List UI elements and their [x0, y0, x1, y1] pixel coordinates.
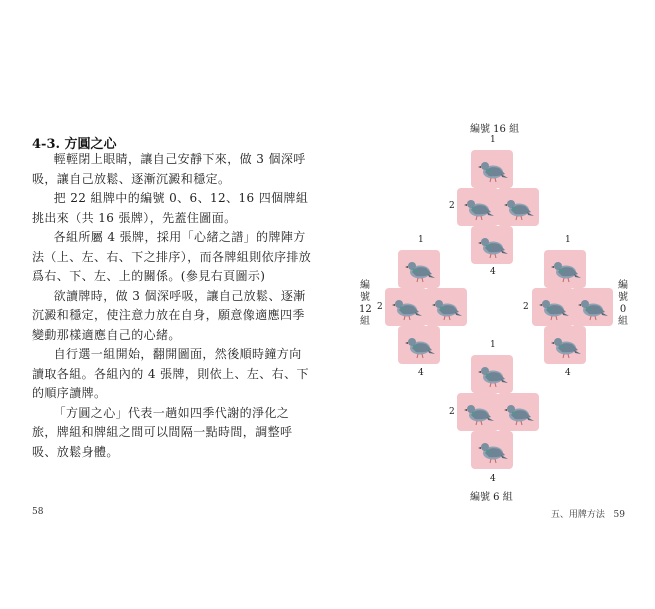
- card-bottom-2[interactable]: [457, 393, 499, 431]
- pigeon-icon: [532, 288, 574, 326]
- pigeon-icon: [471, 150, 513, 188]
- card-right-2[interactable]: [532, 288, 574, 326]
- page-number: 58: [32, 507, 44, 517]
- card-top-4[interactable]: [471, 226, 513, 264]
- card-bottom-4[interactable]: [471, 431, 513, 469]
- pigeon-icon: [471, 355, 513, 393]
- group-label-right: 編號0組: [618, 280, 628, 327]
- card-top-1[interactable]: [471, 150, 513, 188]
- card-left-3[interactable]: [425, 288, 467, 326]
- pigeon-icon: [471, 226, 513, 264]
- card-left-2[interactable]: [385, 288, 427, 326]
- pigeon-icon: [457, 188, 499, 226]
- paragraph: 把 22 組牌中的編號 0、6、12、16 四個牌組挑出來（共 16 張牌），先蓋住圖面。: [32, 191, 309, 225]
- pigeon-icon: [471, 431, 513, 469]
- position-number: 4: [565, 368, 571, 378]
- position-number: 2: [449, 201, 455, 211]
- running-head: [551, 507, 625, 520]
- position-number: 4: [418, 368, 424, 378]
- position-number: 4: [490, 267, 496, 277]
- left-page: [0, 0, 327, 609]
- position-number: 2: [523, 302, 529, 312]
- position-number: 4: [490, 474, 496, 484]
- group-label-left: 編號12組: [359, 280, 372, 327]
- pigeon-icon: [385, 288, 427, 326]
- body-text: [32, 150, 312, 462]
- position-number: 2: [377, 302, 383, 312]
- paragraph: 各組所屬 4 張牌，採用「心緒之譜」的牌陣方法（上、左、右、下之排序），而各牌組則依序排放爲右、下、左、上的關係。(參見右頁圖示): [32, 230, 312, 283]
- card-right-1[interactable]: [544, 250, 586, 288]
- pigeon-icon: [544, 250, 586, 288]
- group-label-top: 編號 16 組: [470, 124, 520, 135]
- running-head-title: 五、用牌方法: [550, 510, 605, 520]
- group-label-bottom: 編號 6 組: [470, 492, 513, 503]
- pigeon-icon: [398, 250, 440, 288]
- position-number: 1: [565, 235, 571, 245]
- paragraph: 輕輕閉上眼睛，讓自己安靜下來，做 3 個深呼吸，讓自己放鬆、逐漸沉澱和穩定。: [32, 152, 306, 186]
- pigeon-icon: [425, 288, 467, 326]
- pigeon-icon: [497, 188, 539, 226]
- card-right-3[interactable]: [571, 288, 613, 326]
- position-number: 1: [418, 235, 424, 245]
- paragraph: 「方圓之心」代表一趟如四季代謝的淨化之旅，牌組和牌組之間可以間隔一點時間，調整呼吸、放鬆身體。: [32, 405, 293, 459]
- pigeon-icon: [497, 393, 539, 431]
- paragraph: 自行選一組開始，翻開圖面，然後順時鐘方向讀取各組。各組內的 4 張牌，則依上、左、右、下的順序讀牌。: [32, 347, 309, 400]
- card-bottom-1[interactable]: [471, 355, 513, 393]
- card-right-4[interactable]: [544, 326, 586, 364]
- card-top-2[interactable]: [457, 188, 499, 226]
- section-heading: 4-3. 方圓之心: [32, 137, 117, 152]
- pigeon-icon: [457, 393, 499, 431]
- card-bottom-3[interactable]: [497, 393, 539, 431]
- page-number: 59: [613, 510, 625, 520]
- position-number: 2: [449, 407, 455, 417]
- paragraph: 欲讀牌時，做 3 個深呼吸，讓自己放鬆、逐漸沉澱和穩定，使注意力放在自身，願意像適應四季變動那樣適應自己的心緒。: [32, 288, 306, 342]
- card-left-1[interactable]: [398, 250, 440, 288]
- card-left-4[interactable]: [398, 326, 440, 364]
- pigeon-icon: [571, 288, 613, 326]
- position-number: 1: [490, 340, 496, 350]
- pigeon-icon: [544, 326, 586, 364]
- pigeon-icon: [398, 326, 440, 364]
- position-number: 1: [490, 135, 496, 145]
- card-top-3[interactable]: [497, 188, 539, 226]
